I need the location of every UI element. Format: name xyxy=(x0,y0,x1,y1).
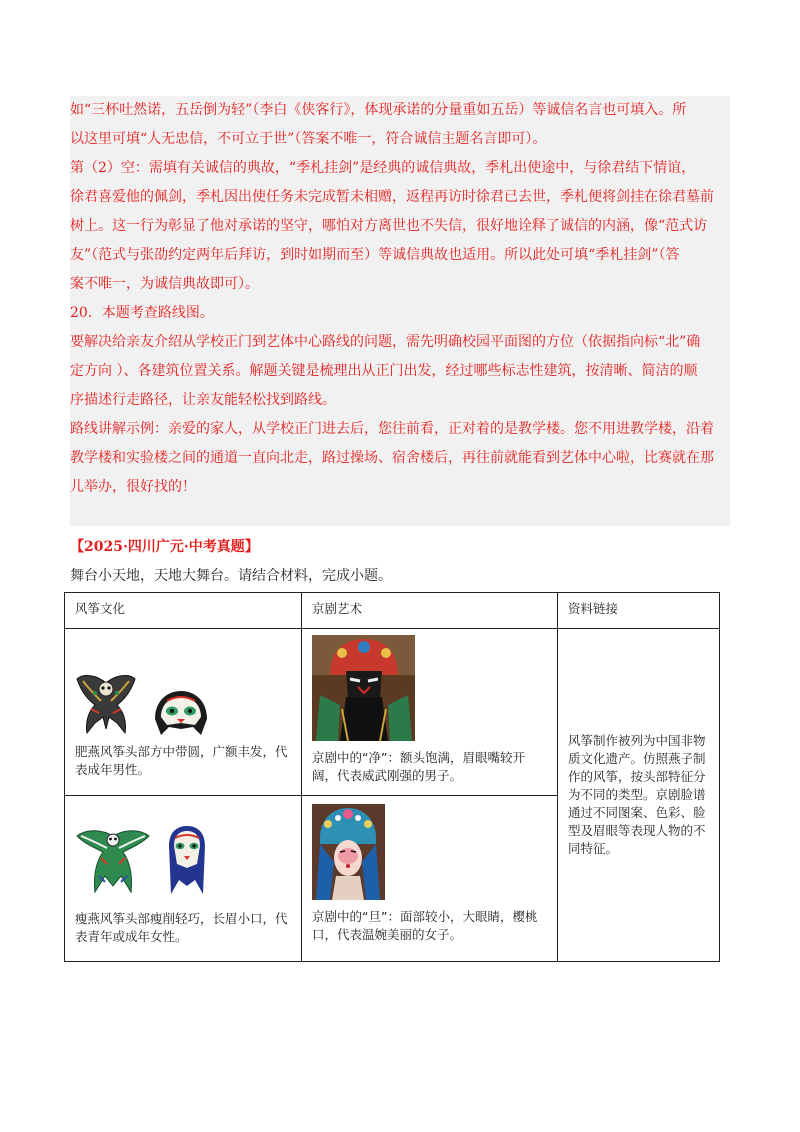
answer-line: 案不唯一，为诚信典故即可）。 xyxy=(70,276,259,292)
jing-role-cell xyxy=(302,629,558,796)
fat-swallow-kite-cell xyxy=(65,629,302,796)
answer-line: 如“三杯吐然诺，五岳倒为轻”（李白《侠客行》，体现承诺的分量重如五岳）等诚信名言也可填入。所 xyxy=(70,102,687,118)
answer-line: 要解决给亲友介绍从学校正门到艺体中心路线的问题，需先明确校园平面图的方位（依据指向标“北”确 xyxy=(70,334,701,350)
thin-swallow-kite-image xyxy=(75,824,151,896)
thin-swallow-kite-cell xyxy=(65,796,302,962)
exam-source-tag: 【2025·四川广元·中考真题】 xyxy=(70,539,259,555)
fat-swallow-caption: 肥燕风筝头部方中带圆，广额丰发，代表成年男性。 xyxy=(75,744,288,777)
fat-swallow-kite-image xyxy=(75,673,137,737)
header-opera-art: 京剧艺术 xyxy=(302,593,558,629)
question-heading: 20．本题考查路线图。 xyxy=(70,305,214,321)
thin-swallow-caption: 瘦燕风筝头部瘦削轻巧，长眉小口，代表青年或成年女性。 xyxy=(75,911,288,944)
header-kite-culture: 风筝文化 xyxy=(65,593,302,629)
answer-line: 徐君喜爱他的佩剑，季札因出使任务未完成暂未相赠，返程再访时徐君已去世，季札便将剑挂在徐君墓前 xyxy=(70,189,714,205)
fat-swallow-kite-images xyxy=(75,657,291,737)
thin-swallow-head-image xyxy=(165,824,209,896)
dan-role-cell xyxy=(302,796,558,962)
answer-line: 以这里可填“人无忠信，不可立于世”（答案不唯一，符合诚信主题名言即可）。 xyxy=(70,131,547,147)
answer-line: 定方向 ）、各建筑位置关系。解题关键是梳理出从正门出发，经过哪些标志性建筑，按清晰、简洁的顺 xyxy=(70,363,698,379)
question-intro: 舞台小天地，天地大舞台。请结合材料，完成小题。 xyxy=(70,568,392,584)
reference-link-cell xyxy=(558,629,720,962)
thin-swallow-kite-images xyxy=(75,816,291,896)
material-table xyxy=(64,592,720,962)
answer-line: 教学楼和实验楼之间的通道一直向北走，路过操场、宿舍楼后，再往前就能看到艺体中心啦，比赛就在那 xyxy=(70,450,714,466)
table-row xyxy=(65,629,720,796)
dan-role-caption: 京剧中的“旦”：面部较小，大眼睛，樱桃口，代表温婉美丽的女子。 xyxy=(312,909,538,942)
header-reference-link: 资料链接 xyxy=(558,593,720,629)
answer-line: 第（2）空：需填有关诚信的典故，“季札挂剑”是经典的诚信典故，季札出使途中，与徐君结下情谊， xyxy=(70,160,696,176)
answer-explanation xyxy=(70,96,730,526)
answer-line: 儿举办，很好找的！ xyxy=(70,479,196,495)
table-header-row xyxy=(65,593,720,629)
dan-role-photo xyxy=(312,804,385,900)
jing-role-caption: 京剧中的“净”：额头饱满，眉眼嘴较开阔，代表威武刚强的男子。 xyxy=(312,750,525,783)
answer-line: 序描述行走路径，让亲友能轻松找到路线。 xyxy=(70,392,336,408)
jing-role-photo xyxy=(312,635,415,741)
answer-line: 树上。这一行为彰显了他对承诺的坚守，哪怕对方离世也不失信，很好地诠释了诚信的内涵，像“范式访 xyxy=(70,218,708,234)
answer-line: 友”（范式与张劭约定两年后拜访，到时如期而至）等诚信典故也适用。所以此处可填“季札挂剑”（答 xyxy=(70,247,680,263)
reference-link-text: 风筝制作被列为中国非物质文化遗产。仿照燕子制作的风筝，按头部特征分为不同的类型。京剧脸谱通过不同图案、色彩、脸型及眉眼等表现人物的不同特征。 xyxy=(568,733,706,856)
answer-line: 路线讲解示例：亲爱的家人，从学校正门进去后，您往前看，正对着的是教学楼。您不用进教学楼，沿着 xyxy=(70,421,714,437)
fat-swallow-head-image xyxy=(151,689,211,737)
